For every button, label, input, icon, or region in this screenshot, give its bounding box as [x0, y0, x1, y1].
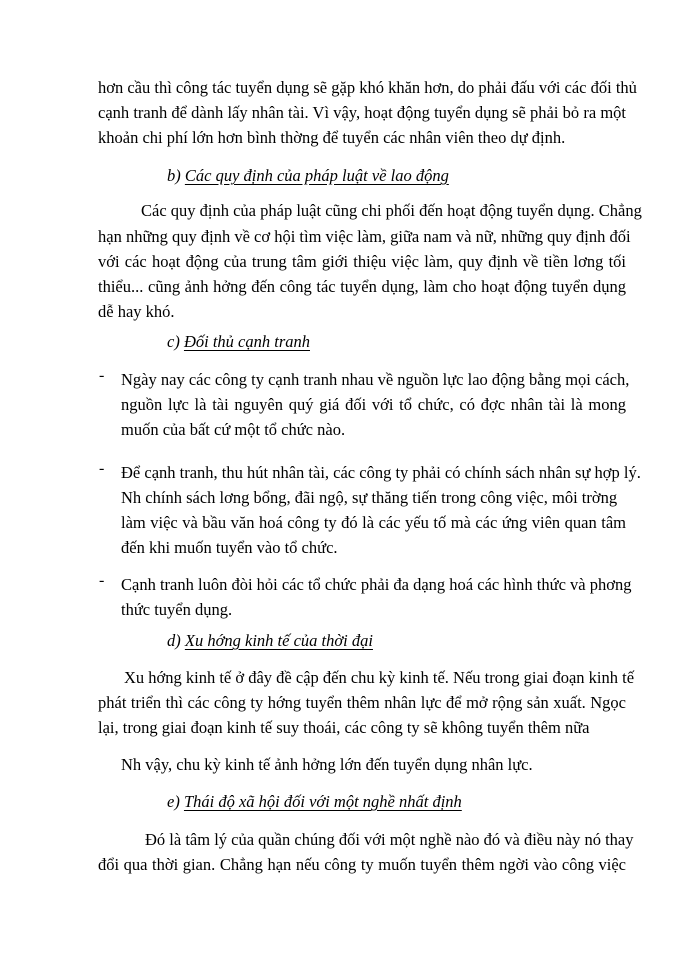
bullet-dash: - [99, 460, 105, 477]
text-line: Để cạnh tranh, thu hút nhân tài, các công ty phải có chính sách nhân sự hợp lý. [121, 463, 641, 482]
text-line: cạnh tranh để dành lấy nhân tài. Vì vậy, hoạt động tuyển dụng sẽ phải bỏ ra một [98, 103, 626, 122]
text-line: dễ hay khó. [98, 302, 175, 321]
heading-marker: d) [167, 631, 181, 650]
text-line: hơn cầu thì công tác tuyển dụng sẽ gặp khó khăn hơn, do phải đấu với các đối thủ [98, 78, 637, 97]
text-line: với các hoạt động của trung tâm giới thiệu việc làm, quy định về tiền lơng tối [98, 252, 626, 271]
heading-text: Các quy định của pháp luật về lao động [184, 166, 449, 185]
text-line: Nh vậy, chu kỳ kinh tế ảnh hởng lớn đến tuyển dụng nhân lực. [121, 755, 533, 774]
text-line: khoản chi phí lớn hơn bình thờng để tuyển các nhân viên theo dự định. [98, 128, 566, 147]
text-line: nguồn lực là tài nguyên quý giá đối với tổ chức, có đợc nhân tài là mong [121, 395, 626, 414]
bullet-dash: - [99, 572, 105, 589]
text-line: phát triển thì các công ty hớng tuyển thêm nhân lực để mở rộng sản xuất. Ngọc [98, 693, 626, 712]
section-heading-e [167, 792, 462, 812]
text-line: Cạnh tranh luôn đòi hỏi các tổ chức phải đa dạng hoá các hình thức và phơng [121, 575, 632, 594]
section-heading-d [167, 631, 373, 651]
text-line: Đó là tâm lý của quần chúng đối với một nghề nào đó và điều này nó thay [145, 830, 634, 849]
text-line: muốn của bất cứ một tổ chức nào. [121, 420, 346, 439]
text-line: thiểu... cũng ảnh hởng đến công tác tuyển dụng, làm cho hoạt động tuyển dụng [98, 277, 626, 296]
text-line: hạn những quy định về cơ hội tìm việc làm, giữa nam và nữ, những quy định đối [98, 227, 631, 246]
bullet-dash: - [99, 367, 105, 384]
text-line: thức tuyển dụng. [121, 600, 233, 619]
text-line: đến khi muốn tuyển vào tổ chức. [121, 538, 338, 557]
heading-text: Xu hớng kinh tế của thời đại [184, 631, 373, 650]
text-line: Xu hớng kinh tế ở đây đề cập đến chu kỳ kinh tế. Nếu trong giai đoạn kinh tế [124, 668, 635, 687]
section-heading-c [167, 332, 310, 352]
heading-marker: b) [167, 166, 181, 185]
text-line: đổi qua thời gian. Chẳng hạn nếu công ty muốn tuyển thêm ngời vào công việc [98, 855, 626, 874]
text-line: Các quy định của pháp luật cũng chi phối đến hoạt động tuyển dụng. Chẳng [141, 201, 642, 220]
heading-text: Thái độ xã hội đối với một nghề nhất định [183, 792, 462, 811]
text-line: lại, trong giai đoạn kinh tế suy thoái, các công ty sẽ không tuyển thêm nữa [98, 718, 590, 737]
heading-marker: e) [167, 792, 180, 811]
text-line: làm việc và bầu văn hoá công ty đó là các yếu tố mà các ứng viên quan tâm [121, 513, 626, 532]
section-heading-b [167, 166, 449, 186]
text-line: Ngày nay các công ty cạnh tranh nhau về nguồn lực lao động bằng mọi cách, [121, 370, 630, 389]
heading-marker: c) [167, 332, 180, 351]
text-line: Nh chính sách lơng bổng, đãi ngộ, sự thăng tiến trong công việc, môi trờng [121, 488, 618, 507]
heading-text: Đối thủ cạnh tranh [183, 332, 310, 351]
